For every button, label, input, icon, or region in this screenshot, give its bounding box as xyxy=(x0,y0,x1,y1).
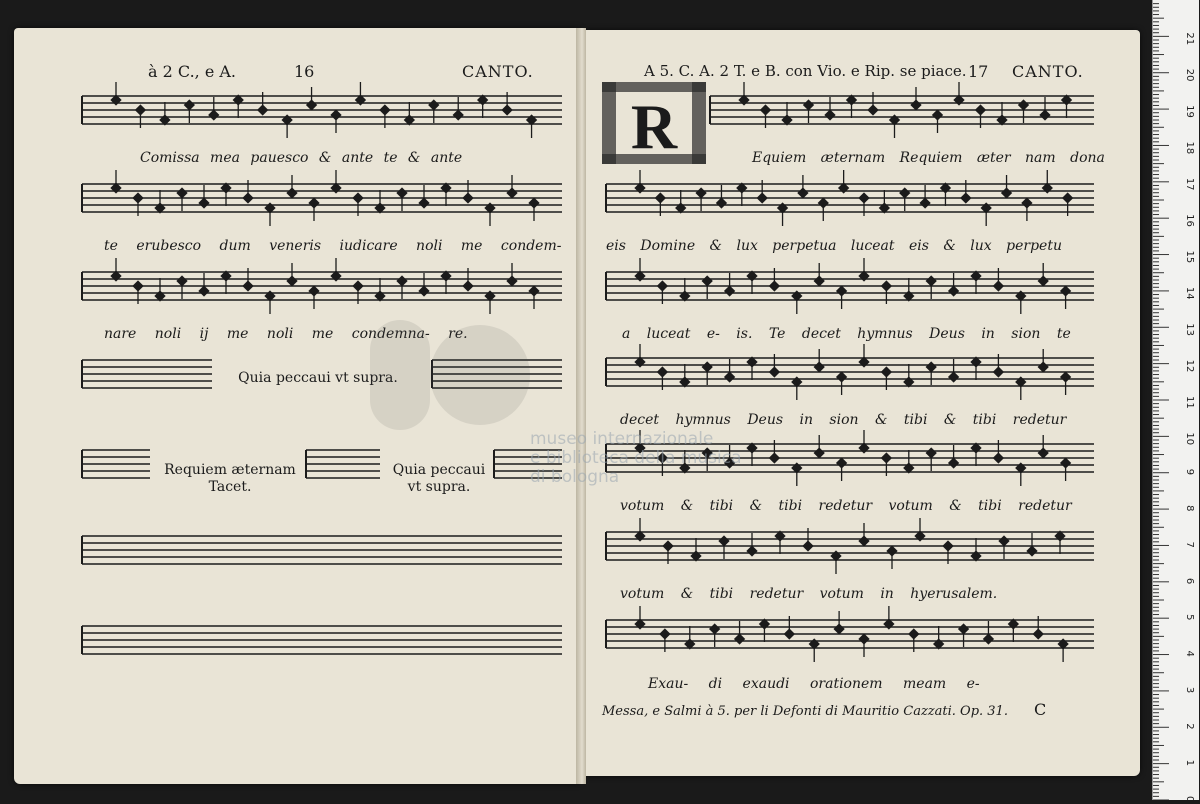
right-lyric-line-2: eis Domine & lux perpetua luceat eis & lux perpetu xyxy=(606,238,1062,254)
ruler-label: 11 xyxy=(1184,396,1195,409)
left-header-voices: à 2 C., e A. xyxy=(148,62,237,81)
ruler-label: 17 xyxy=(1184,177,1195,191)
left-rubric-quia: Quia peccaui vt supra. xyxy=(238,370,398,386)
left-page-number: 16 xyxy=(294,62,315,81)
rubric-requiem-line-2: Tacet. xyxy=(208,479,252,495)
ruler-label: 4 xyxy=(1184,650,1195,657)
ruler-label: 3 xyxy=(1184,686,1195,694)
left-staff-3 xyxy=(82,258,562,314)
ruler-label: 13 xyxy=(1184,323,1195,337)
right-lyric-line-7: Exau- di exaudi orationem meam e- xyxy=(648,676,980,692)
right-header-voice-part: CANTO. xyxy=(1012,62,1084,81)
left-staff-5a xyxy=(82,450,150,478)
ruler-label: 12 xyxy=(1184,359,1195,373)
left-staff-2 xyxy=(82,170,562,226)
left-staff-4a xyxy=(82,360,212,388)
left-rubric-requiem xyxy=(160,462,300,496)
ruler-label: 19 xyxy=(1184,105,1195,118)
ruler-label: 0 xyxy=(1184,796,1195,800)
ruler-label: 20 xyxy=(1184,68,1195,82)
left-staff-6 xyxy=(82,536,562,564)
ruler-label: 6 xyxy=(1184,577,1195,585)
rubric-requiem-line-1: Requiem æternam xyxy=(164,462,296,478)
left-lyric-line-3: nare noli ij me noli me condemna- re. xyxy=(104,326,468,342)
signature-mark: C xyxy=(1034,700,1047,719)
ruler-label: 8 xyxy=(1184,505,1195,512)
ruler-label: 16 xyxy=(1184,214,1195,227)
right-staff-2 xyxy=(606,170,1094,226)
decorated-initial xyxy=(602,82,706,164)
ruler-label: 21 xyxy=(1184,32,1195,46)
ruler-label: 7 xyxy=(1184,541,1195,548)
right-staff-7 xyxy=(606,606,1094,662)
library-watermark-text: museo internazionale e biblioteca della musica di bologna xyxy=(530,429,742,487)
ruler-label: 18 xyxy=(1184,141,1195,155)
right-page-footer: Messa, e Salmi à 5. per li Defonti di Mauritio Cazzati. Op. 31. xyxy=(602,704,1008,719)
right-staff-4 xyxy=(606,344,1094,400)
left-lyric-line-2: te erubesco dum veneris iudicare noli me condem- xyxy=(104,238,562,254)
measuring-ruler xyxy=(1152,0,1199,800)
rubric-quia-line-1: Quia peccaui xyxy=(392,462,486,478)
right-lyric-line-6: votum & tibi redetur votum in hyerusalem. xyxy=(620,586,998,602)
right-lyric-line-5: votum & tibi & tibi redetur votum & tibi redetur xyxy=(620,498,1072,514)
right-lyric-line-1: Equiem æternam Requiem æter nam dona xyxy=(752,150,1105,166)
ruler-label: 5 xyxy=(1184,614,1195,621)
ruler-label: 15 xyxy=(1184,250,1195,264)
drop-cap-letter: R xyxy=(630,91,678,162)
left-header-voice-part: CANTO. xyxy=(462,62,534,81)
ruler-label: 9 xyxy=(1184,468,1195,476)
ruler-label: 10 xyxy=(1184,432,1195,446)
right-page-number: 17 xyxy=(968,62,989,81)
left-staff-7 xyxy=(82,626,562,654)
ruler-label: 1 xyxy=(1184,759,1195,767)
left-staff-1 xyxy=(82,82,562,138)
ruler-label: 14 xyxy=(1184,286,1195,300)
right-staff-1 xyxy=(710,82,1094,138)
ruler-label: 2 xyxy=(1184,723,1195,730)
right-lyric-line-3: a luceat e- is. Te decet hymnus Deus in sion te xyxy=(622,326,1071,342)
right-header-voices: A 5. C. A. 2 T. e B. con Vio. e Rip. se piace. xyxy=(644,62,967,80)
left-rubric-quia-2 xyxy=(384,462,494,496)
left-staff-5b xyxy=(306,450,380,478)
left-lyric-line-1: Comissa mea pauesco & ante te & ante xyxy=(140,150,463,166)
right-staff-6 xyxy=(606,518,1094,574)
rubric-quia-line-2: vt supra. xyxy=(407,479,471,495)
library-watermark-logo xyxy=(360,310,560,444)
right-staff-3 xyxy=(606,258,1094,314)
right-lyric-line-4: decet hymnus Deus in sion & tibi & tibi redetur xyxy=(620,412,1067,428)
